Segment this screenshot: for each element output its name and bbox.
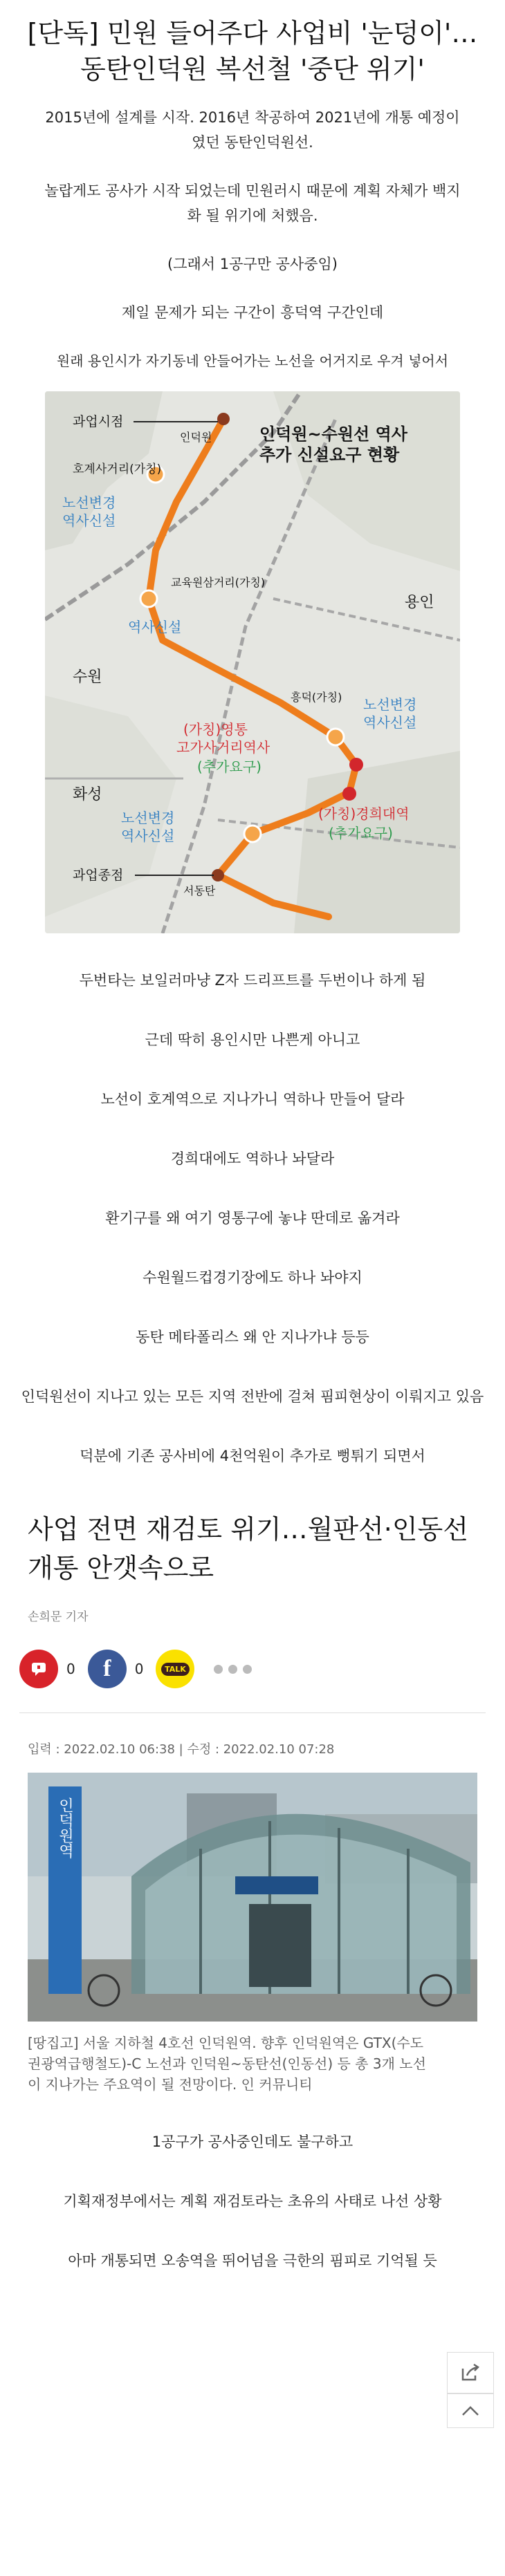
closing-paragraph: 아마 개통되면 오송역을 뛰어넘을 극한의 핌피로 기억될 듯: [68, 2252, 437, 2269]
body-paragraph: 환기구를 왜 여기 영통구에 놓냐 딴데로 옮겨라: [105, 1210, 400, 1226]
body-paragraph: 노선이 호계역으로 지나가니 역하나 만들어 달라: [100, 1091, 405, 1108]
map-label-start: 과업시점: [73, 414, 124, 429]
svg-text:(추가요구): (추가요구): [329, 825, 393, 841]
station-marker: [342, 787, 356, 801]
kakao-share[interactable]: [156, 1650, 194, 1688]
station-photo-graphic: [28, 1773, 477, 2022]
comment-share[interactable]: [19, 1650, 75, 1688]
facebook-count: 0: [134, 1661, 144, 1677]
intro-paragraph: 놀랍게도 공사가 시작 되었는데 민원러시 때문에 계획 자체가 백지화 될 위기에 처했음.: [44, 183, 461, 224]
comment-count: 0: [66, 1661, 75, 1677]
svg-text:서동탄: 서동탄: [183, 884, 216, 897]
svg-text:역사신설: 역사신설: [121, 828, 175, 844]
body-paragraph: 경희대에도 역하나 놔달라: [170, 1150, 335, 1167]
svg-text:용인: 용인: [405, 594, 434, 611]
reporter-name: 손희문 기자: [28, 1610, 89, 1624]
body-paragraph: 인덕원선이 지나고 있는 모든 지역 전반에 걸쳐 핌피현상이 이뤄지고 있음: [21, 1388, 484, 1405]
map-title: 인덕원~수원선 역사: [259, 424, 407, 444]
facebook-share[interactable]: [88, 1650, 144, 1688]
chevron-up-icon: [461, 2405, 479, 2416]
intro-paragraph: 2015년에 설계를 시작. 2016년 착공하여 2021년에 개통 예정이였던 동탄인덕원선.: [45, 109, 460, 151]
svg-text:교육원삼거리(가칭): 교육원삼거리(가칭): [171, 576, 266, 589]
share-icon: [460, 2363, 481, 2382]
svg-text:(추가요구): (추가요구): [197, 758, 261, 775]
station-photo: [28, 1773, 477, 2022]
body-paragraph: 두번타는 보일러마냥 Z자 드리프트를 두번이나 하게 됨: [79, 972, 426, 989]
embedded-article-title: 사업 전면 재검토 위기…월판선·인동선 개통 안갯속으로: [28, 1514, 468, 1583]
facebook-icon: f: [88, 1650, 127, 1688]
station-marker: [349, 758, 363, 772]
article-dateline: 입력 : 2022.02.10 06:38 | 수정 : 2022.02.10 07:28: [28, 1742, 335, 1757]
map-title: 추가 신설요구 현황: [259, 445, 400, 465]
comment-icon: [19, 1650, 58, 1688]
more-options-icon[interactable]: [214, 1665, 252, 1674]
intro-paragraph: 제일 문제가 되는 구간이 흥덕역 구간인데: [121, 304, 384, 321]
svg-text:호계사거리(가칭): 호계사거리(가칭): [73, 463, 162, 476]
svg-text:(가칭)경희대역: (가칭)경희대역: [318, 805, 410, 822]
body-paragraph: 수원월드컵경기장에도 하나 놔야지: [143, 1269, 362, 1286]
svg-text:흥덕(가칭): 흥덕(가칭): [291, 691, 342, 704]
station-marker: [140, 590, 157, 607]
kakao-icon: TALK: [156, 1650, 194, 1688]
route-map-graphic: [45, 391, 460, 933]
body-paragraph: 덕분에 기존 공사비에 4천억원이 추가로 뻥튀기 되면서: [80, 1448, 425, 1464]
body-paragraph: 근데 딱히 용인시만 나쁜게 아니고: [145, 1032, 360, 1048]
svg-text:수원: 수원: [73, 669, 102, 686]
svg-text:고가사거리역사: 고가사거리역사: [176, 739, 270, 756]
share-button[interactable]: [447, 2352, 494, 2393]
svg-text:(가칭)영통: (가칭)영통: [183, 721, 248, 738]
intro-paragraph: (그래서 1공구만 공사중임): [167, 256, 338, 272]
svg-text:노선변경: 노선변경: [121, 810, 175, 826]
closing-paragraph: 기획재정부에서는 계획 재검토라는 초유의 사태로 나선 상황: [63, 2193, 442, 2210]
station-marker: [327, 729, 344, 745]
station-marker: [244, 825, 261, 842]
intro-paragraph: 원래 용인시가 자기동네 안들어가는 노선을 어거지로 우겨 넣어서: [56, 353, 449, 369]
svg-text:화성: 화성: [73, 786, 102, 803]
closing-paragraph: 1공구가 공사중인데도 불구하고: [152, 2134, 354, 2150]
share-bar: [0, 1645, 505, 1693]
station-marker: [217, 413, 230, 425]
svg-text:역사신설: 역사신설: [363, 714, 417, 731]
route-map: [45, 391, 460, 933]
article-headline: [단독] 민원 들어주다 사업비 '눈덩이'… 동탄인덕원 복선철 '중단 위기': [27, 18, 478, 84]
photo-caption: [땅집고] 서울 지하철 4호선 인덕원역. 향후 인덕원역은 GTX(수도권광역급행철도)-C 노선과 인덕원~동탄선(인동선) 등 총 3개 노선이 지나가는 주요역이 될 전망이다. 인 커뮤니티: [28, 2035, 426, 2093]
scroll-top-button[interactable]: [447, 2393, 494, 2428]
svg-text:과업종점: 과업종점: [73, 868, 124, 883]
svg-text:역사신설: 역사신설: [128, 619, 182, 635]
svg-text:역사신설: 역사신설: [62, 512, 116, 529]
svg-text:노선변경: 노선변경: [363, 696, 417, 713]
body-paragraph: 동탄 메타폴리스 왜 안 지나가냐 등등: [136, 1329, 369, 1345]
photo-sign-text: 인덕원역: [56, 1798, 74, 1858]
svg-text:노선변경: 노선변경: [62, 494, 116, 511]
svg-text:인덕원: 인덕원: [180, 431, 212, 444]
